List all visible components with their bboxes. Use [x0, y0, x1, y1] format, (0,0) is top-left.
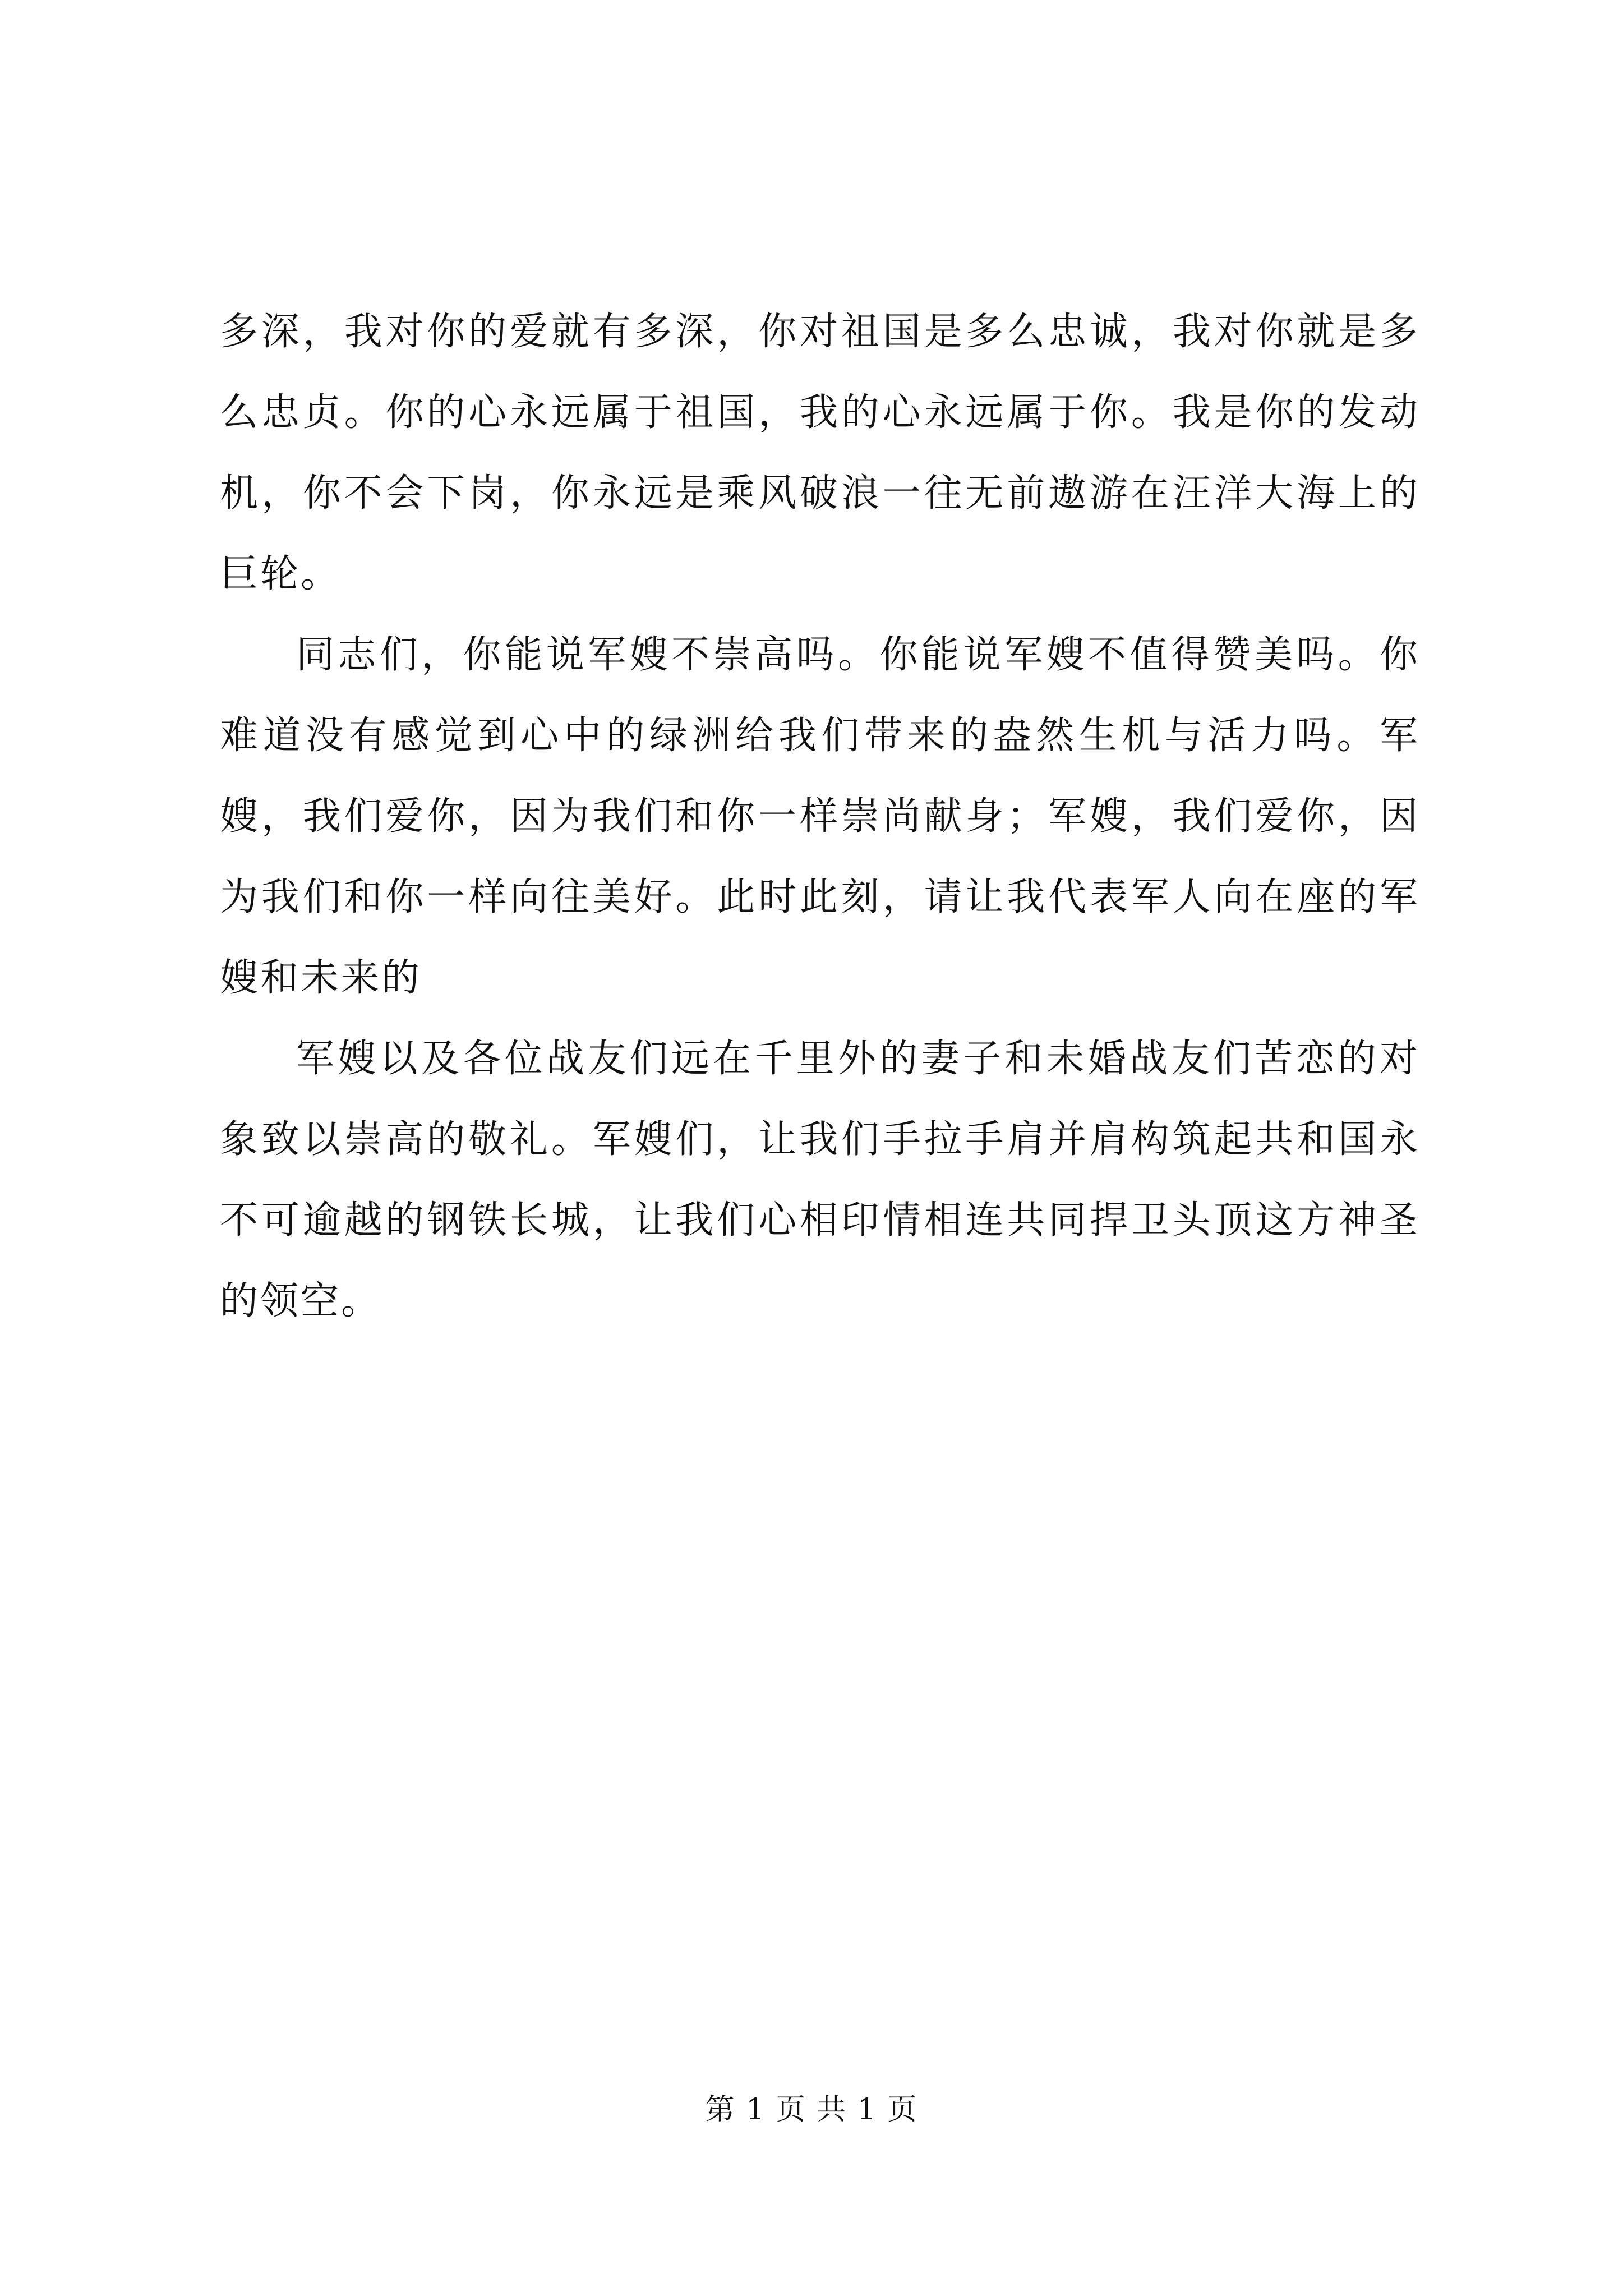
document-body [220, 292, 1420, 1342]
paragraph-salute: 军嫂以及各位战友们远在千里外的妻子和未婚战友们苦恋的对象致以崇高的敬礼。军嫂们，让我们手拉手肩并肩构筑起共和国永不可逾越的钢铁长城，让我们心相印情相连共同捍卫头顶这方神圣的领空。 [220, 1037, 1420, 1323]
page-number-footer: 第 1 页 共 1 页 [705, 2093, 918, 2127]
paragraph-comrades: 同志们，你能说军嫂不崇高吗。你能说军嫂不值得赞美吗。你难道没有感觉到心中的绿洲给我们带来的盎然生机与活力吗。军嫂，我们爱你，因为我们和你一样崇尚献身；军嫂，我们爱你，因为我们和你一样向往美好。此时此刻，请让我代表军人向在座的军嫂和未来的 [220, 633, 1420, 1000]
paragraph-continuation: 多深，我对你的爱就有多深，你对祖国是多么忠诚，我对你就是多么忠贞。你的心永远属于祖国，我的心永远属于你。我是你的发动机，你不会下岗，你永远是乘风破浪一往无前遨游在汪洋大海上的巨轮。 [220, 310, 1420, 596]
